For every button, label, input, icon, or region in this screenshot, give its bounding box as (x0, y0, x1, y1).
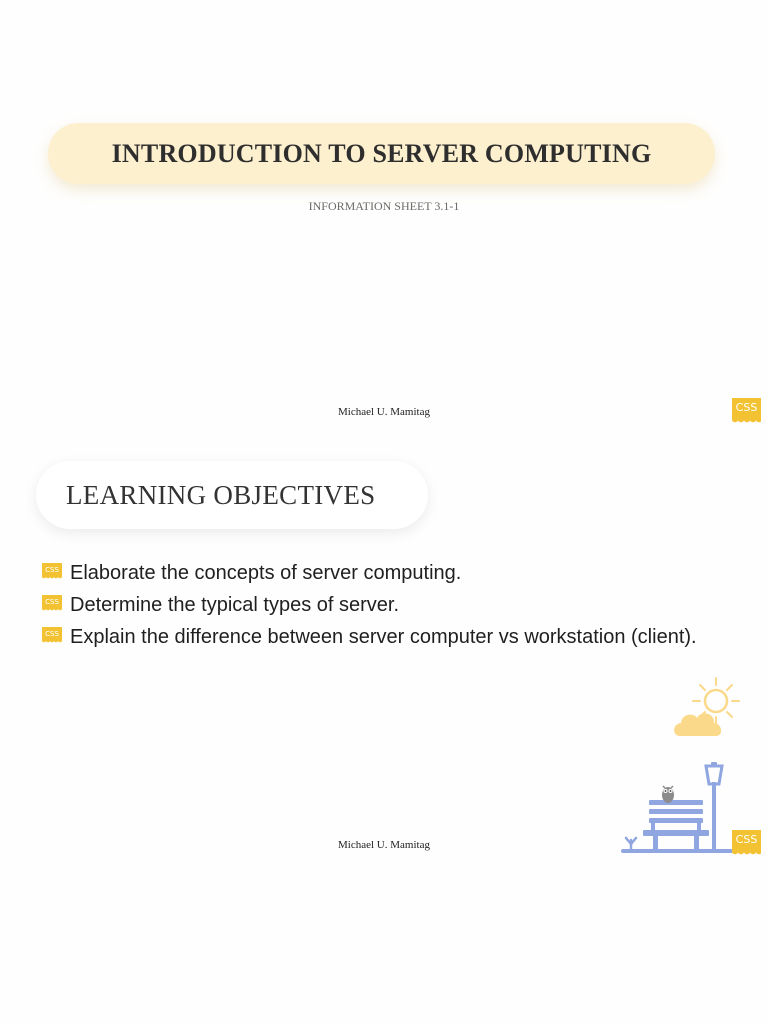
author-name: Michael U. Mamitag (338, 839, 430, 851)
section-heading-banner (36, 461, 428, 529)
objectives-list (42, 561, 702, 657)
objective-text: Elaborate the concepts of server computing. (70, 562, 462, 584)
list-item (42, 561, 702, 585)
list-item (42, 593, 702, 617)
page-title: INTRODUCTION TO SERVER COMPUTING (111, 138, 652, 168)
objective-text: Determine the typical types of server. (70, 594, 400, 616)
sun-cloud-icon (672, 676, 742, 740)
css-badge-icon: CSS (732, 398, 761, 420)
title-banner (48, 123, 715, 184)
css-bullet-icon: CSS (42, 627, 62, 641)
section-title: LEARNING OBJECTIVES (66, 479, 376, 510)
list-item (42, 625, 702, 649)
author-name: Michael U. Mamitag (338, 406, 430, 418)
objective-text: Explain the difference between server computer vs workstation (client). (70, 626, 697, 648)
css-bullet-icon: CSS (42, 595, 62, 609)
css-badge-icon: CSS (732, 830, 761, 852)
subtitle: INFORMATION SHEET 3.1-1 (308, 199, 460, 213)
css-bullet-icon: CSS (42, 563, 62, 577)
